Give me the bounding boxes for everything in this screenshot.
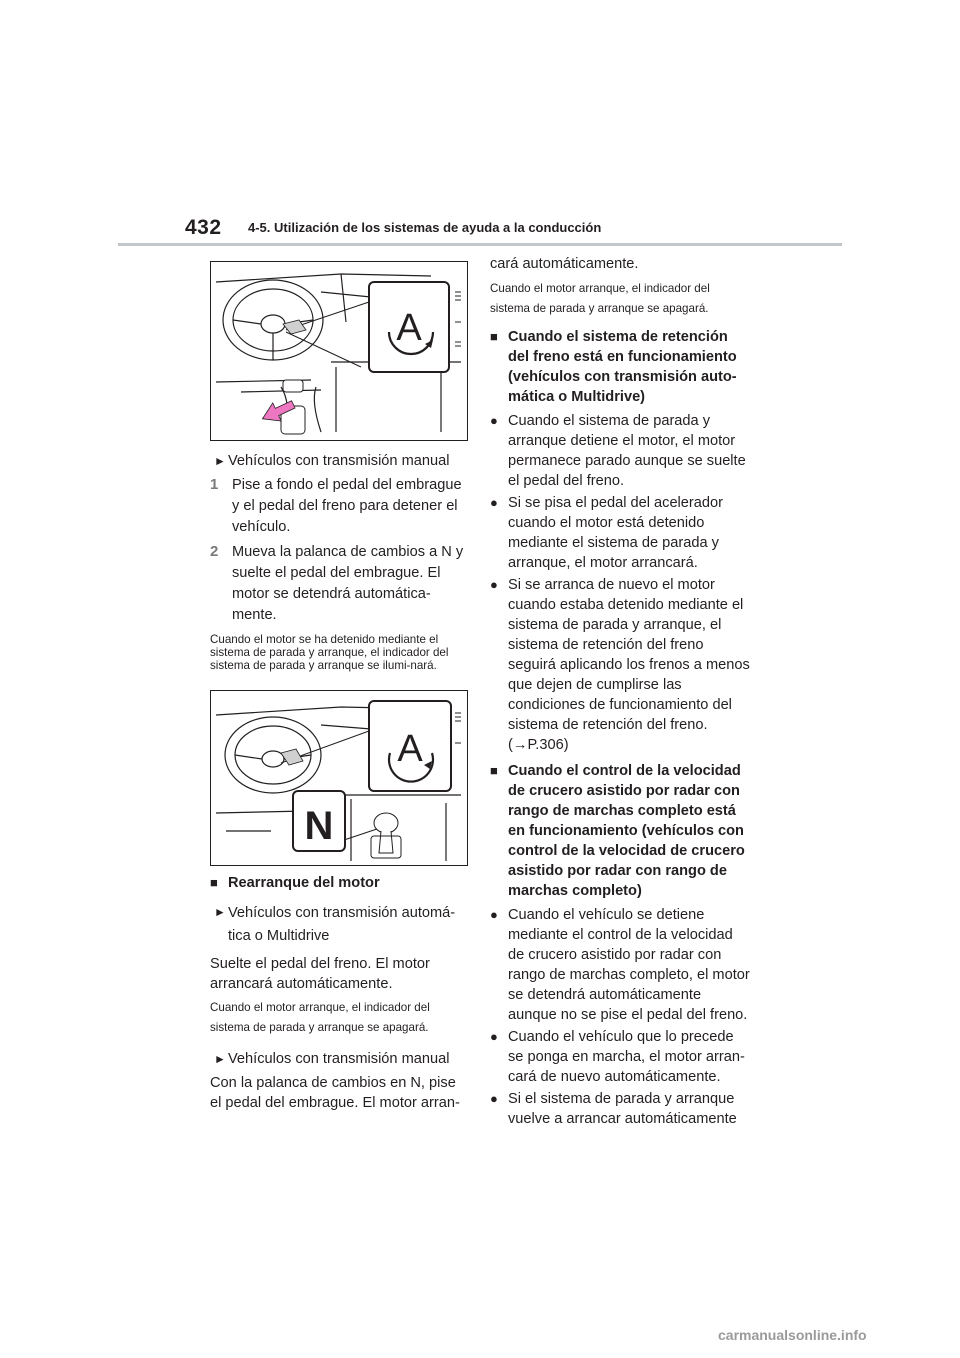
note-indicator-off-2: Cuando el motor arranque, el indicador del sistema de parada y arranque se apagará. <box>490 282 710 315</box>
dot-bullet-icon: ● <box>490 495 498 510</box>
cruise-bullet: ● Si el sistema de parada y arranque vuelve a arrancar automáticamente <box>490 1091 737 1127</box>
manual-restart-text: Con la palanca de cambios en N, pise el pedal del embrague. El motor arran- <box>210 1075 460 1111</box>
right-column <box>490 256 752 1129</box>
dashboard-gear-illustration <box>211 691 467 865</box>
step-1: 1 Pise a fondo el pedal del embrague y el pedal del freno para detener el vehículo. <box>210 476 462 535</box>
dashboard-figure-brake <box>210 261 468 441</box>
manual-heading: ► Vehículos con transmisión manual <box>210 451 468 471</box>
triangle-bullet-icon: ► <box>214 454 226 468</box>
square-bullet-icon: ■ <box>490 329 498 344</box>
dot-bullet-icon: ● <box>490 1029 498 1044</box>
header-rule <box>118 243 842 246</box>
page-number: 432 <box>185 216 222 239</box>
brake-hold-bullet: ● Si se pisa el pedal del acelerador cuando el motor está detenido mediante el sistema de parada y arranque, el motor arrancará. <box>490 495 723 571</box>
left-column <box>210 256 468 1113</box>
brake-hold-bullet: ● Si se arranca de nuevo el motor cuando estaba detenido mediante el sistema de parada y arranque, el sistema de retención del freno seguirá aplicando los frenos a menos que dejen de cumplirse las condiciones de funcionamiento del sistema de retención del freno. (→P.306) <box>490 577 750 753</box>
indicator-letter-2: A <box>397 728 423 770</box>
cruise-bullet: ● Cuando el vehículo que lo precede se ponga en marcha, el motor arran-cará de nuevo automáticamente. <box>490 1029 745 1085</box>
gear-letter: N <box>304 804 334 848</box>
square-bullet-icon: ■ <box>210 875 218 890</box>
cruise-control-heading: ■ Cuando el control de la velocidad de crucero asistido por radar con rango de marchas completo está en funcionamiento (vehículos con control de la velocidad de crucero asistido por radar con rango de marchas completo) <box>490 763 745 899</box>
dashboard-figure-gear <box>210 690 468 866</box>
dot-bullet-icon: ● <box>490 1091 498 1106</box>
dashboard-brake-illustration <box>211 262 467 440</box>
cruise-bullet: ● Cuando el vehículo se detiene mediante el control de la velocidad de crucero asistido por radar con rango de marchas completo, el motor se detendrá automáticamente aunque no se pise el pedal del freno. <box>490 907 750 1023</box>
restart-heading: ■ Rearranque del motor <box>210 875 380 891</box>
dot-bullet-icon: ● <box>490 907 498 922</box>
switch-ticks <box>455 292 461 346</box>
indicator-letter-1: A <box>396 307 422 349</box>
section-title: 4-5. Utilización de los sistemas de ayuda a la conducción <box>248 220 602 235</box>
continued-text: cará automáticamente. <box>490 256 639 272</box>
auto-heading: ► Vehículos con transmisión automá-tica o Multidrive <box>210 902 468 948</box>
manual-heading-2: ► Vehículos con transmisión manual <box>210 1049 468 1069</box>
note-indicator-on: Cuando el motor se ha detenido mediante el sistema de parada y arranque, el indicador del sistema de parada y arranque se ilumi-nará. <box>210 633 449 672</box>
square-bullet-icon: ■ <box>490 763 498 778</box>
triangle-bullet-icon: ► <box>214 1052 226 1066</box>
auto-restart-text: Suelte el pedal del freno. El motor arrancará automáticamente. <box>210 956 430 992</box>
dot-bullet-icon: ● <box>490 413 498 428</box>
brake-hold-bullet: ● Cuando el sistema de parada y arranque detiene el motor, el motor permanece parado aunque se suelte el pedal del freno. <box>490 413 746 489</box>
triangle-bullet-icon: ► <box>214 905 226 919</box>
step-2: 2 Mueva la palanca de cambios a N y suelte el pedal del embrague. El motor se detendrá automática-mente. <box>210 543 464 623</box>
dot-bullet-icon: ● <box>490 577 498 592</box>
watermark-site: carmanualsonline.info <box>718 1327 867 1343</box>
brake-hold-heading: ■ Cuando el sistema de retención del freno está en funcionamiento (vehículos con transmisión auto-mática o Multidrive) <box>490 329 737 405</box>
note-indicator-off-1: Cuando el motor arranque, el indicador del sistema de parada y arranque se apagará. <box>210 1001 430 1034</box>
